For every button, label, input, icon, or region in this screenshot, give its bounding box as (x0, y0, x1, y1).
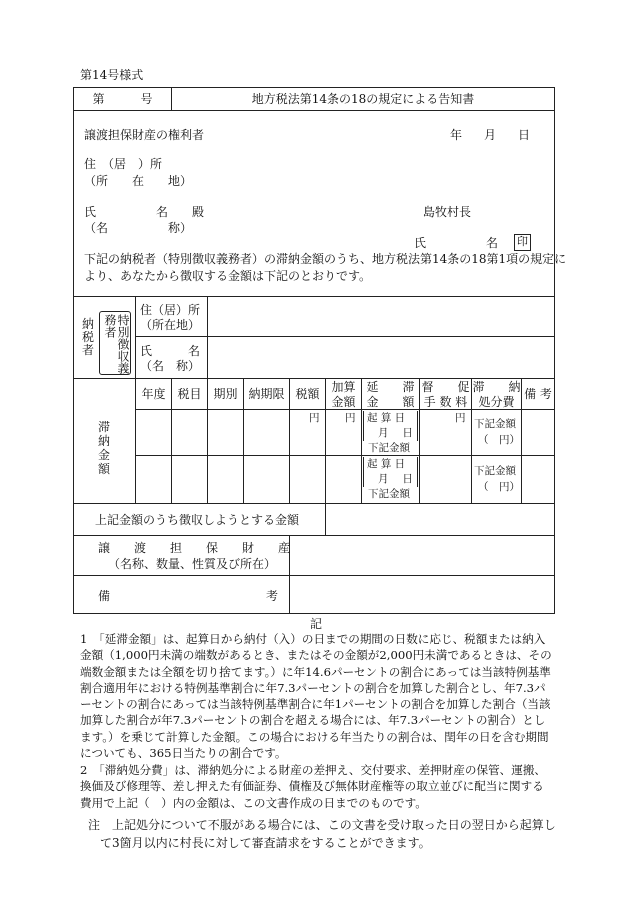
property-label: 譲 渡 担 保 財 産 (98, 541, 291, 555)
start-amount-label: 下記金額 (368, 442, 410, 454)
form-number: 第14号様式 (80, 68, 144, 82)
start-date-label: 起 算 日 (367, 458, 406, 470)
col-additional-2: 金額 (331, 395, 356, 409)
date-year: 年 (450, 128, 463, 142)
start-date-md: 月 日 (378, 473, 413, 485)
col-delinquency-2: 金 額 (366, 395, 415, 409)
col-remarks: 備 考 (524, 387, 552, 401)
disposition-amount-label: 下記金額 (474, 418, 516, 430)
taxpayer-name-label: 氏 名 (140, 344, 201, 358)
notes-title: 記 (310, 617, 323, 631)
property-detail-label: （名称、数量、性質及び所在） (108, 557, 277, 571)
col-tax-item: 税目 (177, 387, 202, 401)
number-label: 第 号 (92, 92, 153, 106)
col-reminder-fee-1: 督 促 (421, 380, 470, 394)
mayor-label: 島牧村長 (423, 205, 472, 219)
taxpayer-location-label: （所在地） (140, 318, 201, 332)
taxpayer-side-label: 納税者 (82, 317, 95, 357)
note-1: 1 「延滞金額」は、起算日から納付（入）の日までの期間の日数に応じ、税額または納入金額（1,000円未満の端数があるとき、またはその金額が2,000円未満であるときは、その端数金額または全額を切り捨てます。）に年14.6パーセントの割合にあっては当該特例基準割合適用年における特例基準割合に年7.3パーセントの割合を加算した割合とし、年7.3パーセントの割合にあっては当該特例基準割合に年1パーセントの割合を加算した割合（当該加算した割合が年7.3パーセントの割合を超える場合には、年7.3パーセントの割合）とします。）を乗じて計算した金額。この場合における年当たりの割合は、閏年の日を含む期間についても、365日当たりの割合です。 (80, 632, 552, 761)
taxpayer-title-label: （名 称） (140, 359, 201, 373)
yen-additional: 円 (345, 412, 356, 424)
start-amount-label: 下記金額 (368, 488, 410, 500)
col-delinquency-1: 延 滞 (366, 380, 415, 394)
note-2: 2 「滞納処分費」は、滞納処分による財産の差押え、交付要求、差押財産の保管、運搬、換価及び修理等、差し押えた有価証券、債権及び無体財産権等の取立並びに配当に関する費用で上記（ ）内の金額は、この文書作成の日までのものです。 (80, 763, 547, 810)
col-additional-1: 加算 (331, 380, 356, 394)
disposition-yen: （ 円） (478, 481, 520, 493)
seal-mark: 印 (514, 234, 531, 251)
taxpayer-address-label: 住（居）所 (140, 303, 201, 317)
title-name-label: （名 称） (84, 221, 193, 235)
col-due-date: 納期限 (248, 387, 285, 401)
notice-body-line1: 下記の納税者（特別徴収義務者）の滞納金額のうち、地方税法第14条の18第1項の規定に (84, 252, 567, 266)
col-tax-amount: 税額 (295, 387, 320, 401)
date-day: 日 (518, 128, 531, 142)
caution-line2: て3箇月以内に村長に対して審査請求をすることができます。 (100, 836, 431, 850)
arrears-side-label: 滞納金額 (98, 420, 111, 476)
location-label: （所 在 地） (84, 174, 193, 188)
start-date-label: 起 算 日 (367, 412, 406, 424)
disposition-amount-label: 下記金額 (474, 465, 516, 477)
col-disposition-1: 滞 納 (472, 380, 521, 394)
form-title: 地方税法第14条の18の規定による告知書 (251, 92, 475, 106)
col-reminder-fee-2: 手 数 料 (423, 395, 468, 409)
collect-amount-label: 上記金額のうち徴収しようとする金額 (95, 513, 300, 527)
col-disposition-2: 処分費 (478, 395, 515, 409)
caution-line1: 注 上記処分について不服がある場合には、この文書を受け取った日の翌日から起算し (88, 818, 556, 832)
recipient-label: 譲渡担保財産の権利者 (84, 128, 205, 142)
remarks-label: 備 考 (98, 589, 279, 603)
start-date-md: 月 日 (378, 427, 413, 439)
yen-tax: 円 (309, 412, 320, 424)
special-collector-label: 特別徴収義務者 (103, 314, 130, 374)
col-period: 期別 (213, 387, 238, 401)
name-label: 氏 名 殿 (84, 205, 205, 219)
address-label: 住 （居 ）所 (84, 157, 163, 171)
col-year: 年度 (141, 387, 166, 401)
date-month: 月 (484, 128, 497, 142)
disposition-yen: （ 円） (478, 434, 520, 446)
yen-reminder: 円 (455, 412, 466, 424)
signer-label: 氏 名 (414, 236, 499, 250)
notice-body-line2: より、あなたから徴収する金額は下記のとおりです。 (84, 269, 372, 283)
